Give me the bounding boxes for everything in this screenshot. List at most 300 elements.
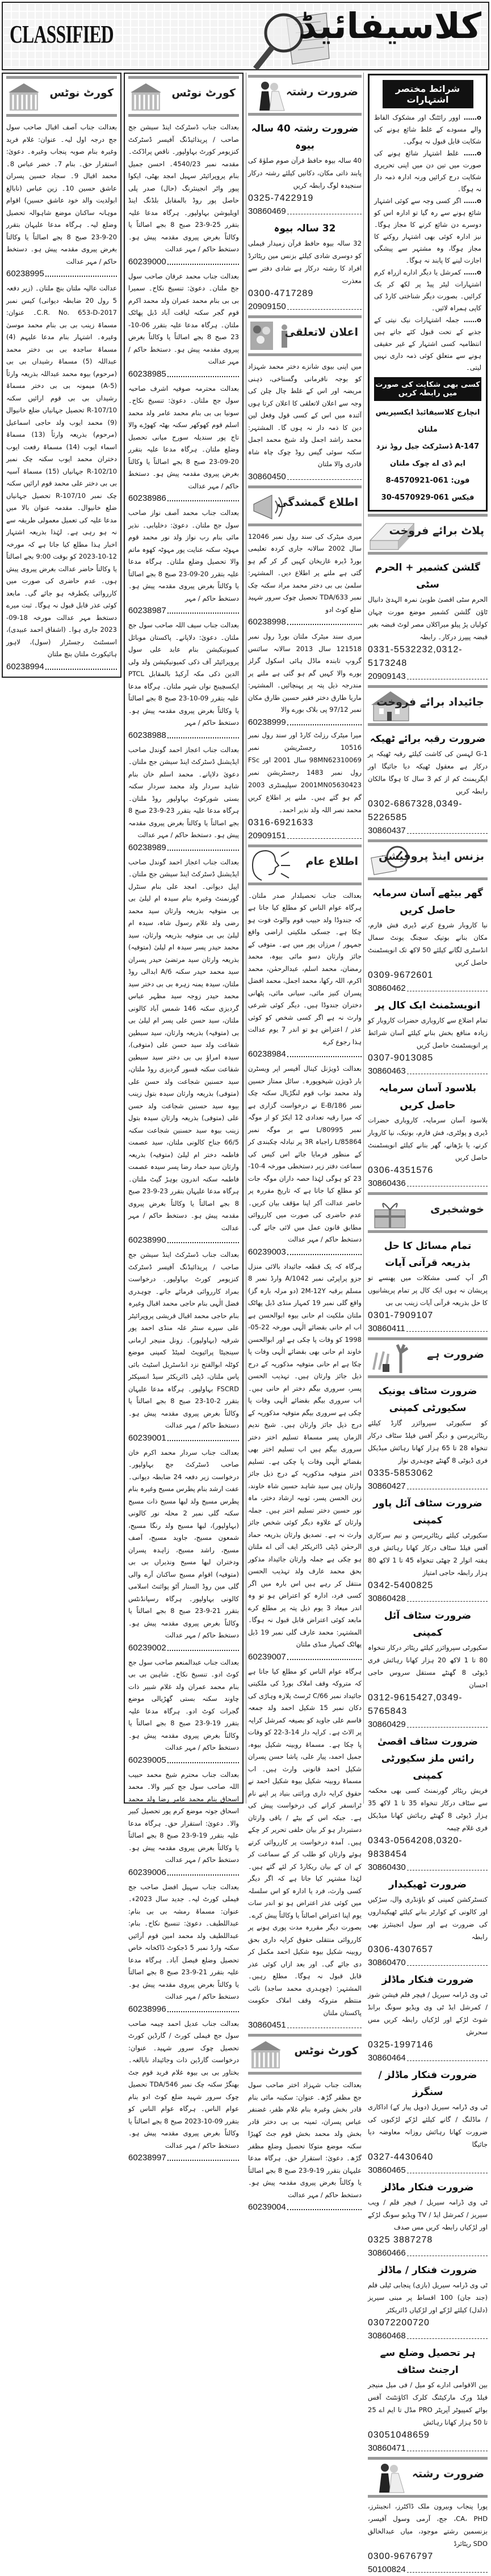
ad-id: 50100824 bbox=[368, 2565, 406, 2574]
dotted-leader bbox=[287, 2019, 362, 2028]
ad-title: ضرورت سٹاف آئل پاور کمپنی bbox=[373, 1498, 482, 1526]
classified-ad bbox=[368, 557, 488, 683]
dotted-leader bbox=[287, 830, 362, 839]
classified-ad bbox=[368, 2342, 488, 2455]
ad-title: بلاسود آسان سرمایہ حاصل کریں bbox=[379, 1083, 477, 1111]
section-header bbox=[368, 2457, 488, 2498]
ad-reference-number bbox=[368, 1718, 488, 1731]
contact-line: انچارج کلاسیفائیڈ ایکسپریس ملتان bbox=[375, 408, 480, 434]
classified-ad bbox=[368, 1605, 488, 1731]
terms-item: o…… کمرشل یا دیگر ادارے ازراہ کرم اشتہارات لیٹر پیڈ پر لکھ کر بک کرائیں۔ بصورت دیگر شناختی کارڈ کی کاپی ہمراہ لائیں۔ bbox=[374, 267, 481, 314]
section-header bbox=[6, 76, 117, 117]
dotted-leader bbox=[407, 670, 488, 679]
notice-item bbox=[128, 1445, 239, 1654]
ad-body: سکیورٹی سپروائزر کیلئے ریٹائر درکار تنخواہ 80 تا 1 لاکھ 20 ہزار کھانا رہائش فری ڈیوٹی 8 گھنٹے مستقل سروس حاجی احسان bbox=[368, 1644, 488, 1689]
classified-ad bbox=[368, 1874, 488, 1969]
ad-id: 30860411 bbox=[368, 1324, 405, 1333]
ad-id: 30860470 bbox=[368, 1958, 406, 1967]
ad-id: 30860468 bbox=[368, 2331, 406, 2341]
ad-id: 30860437 bbox=[368, 826, 406, 835]
ad-title: گلشن کشمیر + الحرم سٹی bbox=[375, 562, 481, 590]
notice-item bbox=[128, 119, 239, 268]
dotted-leader bbox=[407, 2442, 488, 2451]
section-title: ضرورت رشتہ bbox=[412, 2468, 484, 2480]
notice-item bbox=[248, 888, 362, 1061]
classified-ad bbox=[368, 1380, 488, 1493]
dotted-leader bbox=[407, 1957, 488, 1966]
ad-reference-number bbox=[368, 670, 488, 683]
banner-title-urdu: کلاسیفائیڈ bbox=[299, 5, 481, 47]
ad-phone[interactable]: 0302-6867328,0349-5226585 bbox=[368, 799, 463, 822]
ad-body: الحرم سٹی اقصیٰ طوبیٰ نمرہ الہدیٰ دانیال ٹاؤن گلشن کشمیر موضع مورت چہان کولیاں پڑ پیلو میراکلاں مصر لوٹ قبضہ بغیر قبضہ پیپرز درکار۔ رابطہ bbox=[368, 596, 488, 641]
gift-icon bbox=[369, 1196, 414, 1231]
ad-id: 30860464 bbox=[368, 2053, 406, 2063]
classified-ad bbox=[368, 882, 488, 995]
notice-item bbox=[248, 1663, 362, 2032]
dotted-leader bbox=[287, 471, 362, 480]
notice-body: بعدالت جناب سہیل افضل صاحب جج فیملی کورٹ لیہ۔ جدید سال 2023ء۔ عنوان: مسماۃ رمشہ بی بی بنام: عبداللطیف۔ دعویٰ: تنسیخ نکاح۔ بنام: عبداللطیف ولد محمد امین قوم آرائیں سکنہ وارڈ نمبر 5 ڈجکوٹ ڈاکخانہ خاص تحصیل وضلع فیصل آباد۔ ہرگاہ مدعا علیہ بتقرر 21-9-23 صبح 8 بجے اصالتاً یا وکالتاً بغرض پیروی مقدمہ پیش ہو۔ دستخط حاکم / مہر عدالت bbox=[128, 1882, 239, 2000]
ad-reference-number bbox=[248, 301, 362, 313]
notice-body: بعدالت جناب اعجاز احمد گوندل صاحب ایڈیشنل ڈسٹرکٹ اینڈ سیشن جج ملتان۔ اپیل دیوانی۔ امجد علی بنام سنٹرل گورنمنٹ وغیرہ بنام سیدہ ام لیلیٰ بی بی متوفیہ بذریعہ وارثان سید محمد رضی ولد غلام رسول شاہ، سیدہ ام لیلیٰ بی بی متوفیہ بذریعہ وارثان، سید محمد حیدر پسر سیدہ ام لیلیٰ (متوفیہ) بذریعہ وارثان سید مرتضیٰ حیدر پسران سید محمد حیدر سکنہ 6/A ابدالی روڈ ملتان، سیدہ یمنہ زہرہ بی بی دختر سید محمد حیدر زوجہ سید مظہر عباس گردیزی سکنہ 146 شمس آباد کالونی ملتان، سید حسن علی پسر ام لیلیٰ بی بی (متوفیہ) بذریعہ وارثان، سید سبطین شفاعت ولد سید حسن علی (متوفی)، سیدہ امراؤ بی بی دختر سید سبطین شفاعت سکنہ قسور گردیزی روڈ ملتان، سید حسنین شجاعت ولد حسن علی (متوفی) بذریعہ وارثان سیدہ بتول زینب بیوہ سید حسنین شجاعت ولد حسن علی (متوفی) بذریعہ وارثان سیدہ بتول زینب بیوہ سید حسنین شجاعت سکنہ 66/5 جناح کالونی ملتان، سید عصمت فاطمہ دختر ام لیلیٰ (متوفیہ) بذریعہ وارثان سید حماد رضا پسر سیدہ عصمت فاطمہ سکنہ اندرون بوہڑ گیٹ ملتان۔ ہرگاہ مدعا علیہان بتقرر 23-9-23 صبح 8 بجے اصالتاً یا وکالتاً بغرض پیروی مقدمہ پیش ہو۔ دستخط حاکم / مہر عدالت bbox=[128, 858, 240, 1232]
ad-body: نیا کاروبار شروع کرنے ڈیری فش فارم، مکان بنانے بوتیک سچنگ یونٹ سمال انڈسٹری لگانے کیلئے 50 لاکھ تک انویسٹمنٹ حاصل کریں bbox=[368, 921, 488, 966]
dotted-leader bbox=[287, 205, 362, 214]
ad-title: ضرورت رشتہ 40 سالہ بیوہ bbox=[251, 123, 359, 151]
classified-banner bbox=[2, 2, 489, 70]
dotted-leader bbox=[407, 2247, 488, 2256]
ad-reference-number bbox=[368, 2052, 488, 2064]
ad-reference-number bbox=[368, 825, 488, 837]
ad-reference-number bbox=[248, 1651, 362, 1663]
section-title: بزنس اینڈ پروفیشن bbox=[379, 850, 484, 863]
notices-column-3 bbox=[246, 73, 364, 2212]
ad-body: میرا میٹرک رزلٹ کارڈ اور سند رول نمبر 10516 رجسٹریشن نمبر 98MN62310069 سال 2001 اور FSc رول نمبر 1483 رجسٹریشن نمبر 2001MN05630423 سپلیمنٹری 2003 گم ہو گئے ہیں۔ ملنے پر اطلاع کریں محمد نصر اللہ ولد نذیر احمد۔ bbox=[248, 730, 362, 814]
section-header bbox=[368, 685, 488, 726]
notice-body: ہرگاہ عوام الناس کو مطلع کیا جاتا ہے کہ متروکہ وقف املاک بورڈ کی ملکیتی جائیداد نمبر 66/C ٹرسٹ پلازہ وہاڑی کی دکان نمبر 15 شکیل احمد ولد جمعہ قاسم علی جاوید کو بصیغہ کمرشل کرایہ پر الاٹ ہے۔ کرایہ دار 14-3-22 کو وفات پا چکا ہے۔ مسماۃ روبینہ شکیل بیوہ، جمیل احمد، پیار علی، پاشا حسن پسران شکیل احمد قانونی وارث ہیں۔ اب مسماۃ روبینہ شکیل بیوہ شکیل احمد نے حقوق کرایہ داری وراثتی بنیاد پر اپنے نام ٹرانسفر کرانے کی درخواست پیش کی ہے۔ جبکہ اس کے بیٹے / باقی وارثان دستبردار ہو کر بیان حلفی تحریر کر چکے ہیں۔ آمدہ درخواست پر کارروائی کرتے ہوئے وارثان کو طلب کر کے سماعت کر کے ان کے بیان ریکارڈ کر لئے گئے ہیں۔ لہٰذا مشتہر کیا جاتا ہے کہ اگر دیگر کسی وارث، فرد یا ادارہ کو اس سلسلہ میں کوئی عذر اعتراض ہو تو اندر سات یوم اپنا اعتراض اصالتاً یا وکالتاً پیش کرے۔ بصورت دیگر مقررہ مدت پوری ہونے پر کارروائی منتقلی حقوق کرایہ داری بحق روبینہ شکیل بیوہ شکیل احمد مکمل کر دی جائے گی۔ اور بعد ازاں کوئی عذر قابل قبول نہ ہوگا۔ مطلع رہیں۔ المشتہر: (چوہدری محمد ساجد) نائب منتظم متروکہ وقف املاک حکومت پاکستان ملتان bbox=[248, 1667, 362, 2017]
section-header bbox=[368, 1337, 488, 1378]
notice-body: بعدالت جناب شہزاد اختر صاحب سول جج مظفر گڑھ۔ عنوان: سکینہ مائی بنام قادر بخش وغیرہ بنام غلام ظفر، غضنفر عباس پسران، ثمینہ بی بی دختر قادر بخش ولد محمد بخش قوم جٹ کھیڑا سکنہ موضع متوکا تحصیل وضلع مظفر گڑھ۔ دعویٰ: استقرار حق۔ ہرگاہ مدعا علیہان بتقرر 19-9-23 صبح 8 بجے اصالتاً یا وکالتاً بغرض پیروی مقدمہ پیش ہو۔ دستخط حاکم / مہر عدالت bbox=[248, 2081, 362, 2199]
terms-heading: شرائط مختصر اشتہارات bbox=[383, 80, 473, 108]
ad-reference-number bbox=[368, 2564, 488, 2576]
ad-reference-number bbox=[248, 830, 362, 842]
dotted-leader bbox=[407, 2330, 488, 2339]
classified-ad bbox=[368, 1078, 488, 1190]
notice-item bbox=[128, 1654, 239, 1767]
ad-title: ضرورت رقبہ برائے ٹھیکہ bbox=[370, 733, 486, 745]
notice-body: بعدالت جناب سردار محمد اکرم خان صاحب ڈسٹرکٹ جج بہاولپور۔ درخواست زیر دفعہ 24 ضابطہ دیوانی۔ عفت ارشد بنام پطرس مسیح وغیرہ بنام پطرس مسیح ولد لبھا مسیح ذات مسیح سکنہ گلی نمبر 2 محلہ نور کالونی (بہاولپور)، لبھا مسیح ولد رنگا مسیح، شمعون مسیح، جاوید مسیح، آصف مسیح، راشد مسیح، زاہدہ پسران ودختران لبھا مسیح ونذیراں بی بی (متوفیہ) اقوام مسیح ساکنان آرے والی گلی مین روڈ الستار آٹو پوائنٹ اسلامی کالونی بہاولپور۔ ہرگاہ رسپانڈنٹس بتقرر 21-9-23 صبح 8 بجے اصالتاً یا وکالتاً بغرض پیروی مقدمہ پیش ہو۔ دستخط حاکم / مہر عدالت bbox=[128, 1448, 240, 1639]
notice-item bbox=[248, 628, 362, 729]
notice-item bbox=[6, 119, 117, 280]
dotted-leader bbox=[45, 268, 117, 277]
ad-reference-number bbox=[128, 1642, 239, 1654]
notice-body: بعدالت جناب محمد عرفان صاحب سول جج ملتان۔ دعویٰ: تنسیخ نکاح۔ سمیرا بی بی بنام محمد عمران ولد محمد اکرم قوم گجر سکنہ لیاقت آباد ڈبل پھاٹک ملتان۔ ہرگاہ مدعا علیہ بتقرر 06-10-23 صبح 8 بجے اصالتاً یا وکالتاً بغرض پیروی مقدمہ پیش ہو۔ دستخط حاکم / مہر عدالت bbox=[128, 272, 239, 365]
terms-item: o…… اگر کسی وجہ سے کوئی اشتہار شائع ہونے سے رہ گیا تو ادارہ اس کو دوسرے دن شائع کرنے کا مجاز ہوگا۔ نیز ادارہ کوئی بھی اشتہار روکنے کا مجاز ہوگا، وہ مشتہر سے پیشگی اجازت لینے کا پابند نہ ہوگا۔ bbox=[374, 195, 481, 267]
notice-body: بعدالت جناب ڈسٹرکٹ اینڈ سیشن جج صاحب / پریذائیڈنگ آفیسر ڈسٹرکٹ کنزیومر کورٹ بہاولپور۔ ناقص پراڈکٹ۔ مقدمہ نمبر 4540/23۔ احسن جمیل بنام پروپرائیٹر سہیل امجد بھٹی، ایکوا پیور واٹر انجینئرنگ (حال) صدر پلی حاصل پور روڈ بالمقابل بلڈنگ اینڈ اویلیوشن بہاولپور۔ ہرگاہ مدعا علیہ بتقرر 25-9-23 صبح 8 بجے اصالتاً یا وکالتاً بغرض پیروی مقدمہ پیش ہو۔ دستخط حاکم / مہر عدالت bbox=[128, 123, 239, 253]
dotted-leader bbox=[407, 1861, 488, 1870]
ad-body: ٹی وی ڈرامہ سیریل / فیچر فلم فیشن شوز / کمرشل ایڈ ٹی وی ویڈیو سونگ برانڈ شوٹ لڑکے اور لڑکیاں رابطہ کریں مس سحرش bbox=[368, 1991, 488, 2036]
section-title: ضرورت ہے bbox=[427, 1348, 484, 1361]
ad-reference-number bbox=[128, 605, 239, 617]
ad-reference-number bbox=[128, 1234, 239, 1247]
dotted-leader bbox=[407, 1480, 488, 1489]
notice-item bbox=[248, 1061, 362, 1259]
ad-title: تمام مسائل کا حل بذریعہ قرآنی آیات bbox=[384, 1240, 472, 1269]
ad-reference-number bbox=[128, 1754, 239, 1767]
dotted-leader bbox=[167, 729, 239, 738]
notice-body: بعدالت جناب محترم شیخ محمد حبیب اللہ صاحب سول جج کبیر والا۔ محمد اسحاق بنام محمد عامر رضا ولد محمد اسحاق جوتہ موضع کرم پور تحصیل کبیر والا۔ دعویٰ: استقرار حق۔ ہرگاہ مدعا علیہ بتقرر 19-9-23 صبح 8 بجے اصالتاً یا وکالتاً بغرض پیروی مقدمہ پیش ہو۔ دستخط حاکم / مہر عدالت bbox=[128, 1770, 239, 1864]
classified-ad bbox=[368, 995, 488, 1078]
classified-ad bbox=[368, 2500, 488, 2576]
ad-phone[interactable]: 0342-5400825 bbox=[368, 1581, 434, 1590]
court-notices-column-1 bbox=[2, 73, 121, 678]
section-header bbox=[368, 839, 488, 880]
ad-title: انویسٹمنٹ ایک کال پر bbox=[375, 1000, 481, 1011]
dotted-leader bbox=[407, 1065, 488, 1074]
courthouse-icon bbox=[249, 2038, 295, 2073]
notice-body: بعدالت جناب عبدالمنعم صاحب سول جج کوٹ ادو۔ تنسیخ نکاح۔ شاہین بی بی بنام محمد عمران ولد غلام شبیر ذات چاوند سکنہ بستی گھڑیالی موضع گجرات کوٹ ادو۔ ہرگاہ مدعا علیہ بتقرر 19-9-23 صبح 8 بجے اصالتاً یا وکالتاً بغرض پیروی مقدمہ پیش ہو۔ دستخط حاکم / مہر عدالت bbox=[128, 1658, 239, 1751]
contact-line: فون: 061-4570921-8 فیکس 061-4570929-30 bbox=[381, 476, 475, 502]
bride-groom-icon bbox=[369, 2461, 414, 2496]
dotted-leader bbox=[287, 301, 362, 310]
ad-body: بلاسود آسان سرمایہ، کاروباری حضرات ڈیری و پولٹری، فش فارم، بوتیک، نیا کاروبار کرنے، یا بڑھانے، گھر بنانے کیلئے انویسٹمنٹ حاصل کریں bbox=[368, 1116, 488, 1162]
ad-title: ہر تحصیل وضلع سے ارجنٹ سٹاف bbox=[380, 2347, 476, 2376]
notice-item bbox=[128, 617, 239, 742]
ad-body: بین الاقوامی ادارے کو میل / فی میل منیجر فیلڈ ورک مارکیٹنگ کلرک اکاؤنٹنٹ آفس بوائے کمپیوٹر آپریٹر PRO مڈل تا ایم اے 25 تا 50 ہزار کھانا رہائش bbox=[368, 2381, 488, 2426]
ad-phone[interactable]: 0327-4430640 bbox=[368, 2152, 434, 2162]
ad-reference-number bbox=[368, 1480, 488, 1493]
dotted-leader bbox=[167, 1642, 239, 1651]
ad-body: تمام اضلاع سے کاروباری حضرات کاروبار کو زیادہ منافع بخش بنانے کیلئے آسان شرائط پر انویسٹمنٹ حاصل کریں bbox=[368, 1016, 488, 1049]
ad-reference-number bbox=[248, 716, 362, 729]
court-notices-column-2 bbox=[124, 73, 244, 2163]
ad-id: 60239002 bbox=[128, 1642, 166, 1653]
dotted-leader bbox=[407, 1593, 488, 1602]
ad-body: فریش ریٹائر گورنمنٹ کسی بھی محکمہ سے سٹاف درکار تنخواہ 35 تا 1 لاکھ 35 ہزار ڈیوٹی 8 گھنٹے رہائش کھانا میڈیکل فری غلام چیمہ bbox=[368, 1787, 488, 1832]
notice-body: بعدالت جناب تحصیلدار صدر ملتان۔ ہرگاہ عوام الناس کو مطلع کیا جاتا ہے کہ جندوڈا ولد حبیب قوم والوٹ فوت ہو چکا ہے۔ جسکی ملکیتی اراضی واقع جمہور / مرزاں پور میں ہے۔ متوفی کے جائز وارثان دسو مائی بیوہ، محمد رمضان، محمد اسلم، عبدالرحمٰن، محمد اکرم، اللہ رکھا، محمد اجمل، محمد افضل پسران کنیز مائی، سیانی مائی، پٹھانی دختران جندوڈا ہیں۔ دیگر کوئی شرعی وارث نہ ہے اگر کسی شخص کو کوئی عذر / اعتراض ہو تو اندر 7 یوم عدالت ہذا رجوع کرے bbox=[248, 891, 362, 1046]
dotted-leader bbox=[406, 1323, 488, 1332]
ad-id: 60238987 bbox=[128, 606, 166, 615]
ad-id: 60239005 bbox=[128, 1755, 166, 1765]
classified-ad bbox=[368, 2177, 488, 2260]
ad-body: ٹی وی ڈرامہ سیریل (بازی) پنجابی ٹیلی فلم (جند جان) 100 اقساط پر مبنی سیریز (دلدل) کیلئے لڑکے اور لڑکیاں ڈائریکٹر bbox=[368, 2281, 488, 2314]
ad-phone[interactable]: 0335-5853062 bbox=[368, 1468, 434, 1478]
ad-id: 30860451 bbox=[248, 2020, 286, 2030]
ad-phone[interactable]: 0316-6921633 bbox=[248, 817, 314, 827]
dotted-leader bbox=[167, 256, 239, 265]
ad-id: 60238986 bbox=[128, 493, 166, 503]
section-header bbox=[248, 485, 362, 526]
dotted-leader bbox=[407, 982, 488, 991]
notice-body: بعدالت جناب آصف اقبال صاحب سول جج درجہ اول لیہ۔ عنوان: غلام فرید وغیرہ بنام صوبہ پنجاب وغیرہ۔ دعویٰ: استقرار حق۔ بنام 7۔ خضر عباس 8۔ محمد اقبال 9۔ سجاد حسین پسران عاشق حسین 10۔ زین عباس (نابالغ ابولدیت والد خود عاشق حسین) اقوام موہانہ ساکنان موضع شاہوالہ تحصیل وضلع لیہ۔ ہرگاہ مدعا علیہان بتقرر 20-9-23 صبح 8 بجے اصالتاً یا وکالتاً بغرض پیروی مقدمہ پیش ہو۔ دستخط حاکم / مہر عدالت bbox=[6, 123, 117, 265]
ad-title: ضرورت سٹاف اقصیٰ رائس ملز سکیورٹی کمپنی bbox=[377, 1736, 478, 1781]
ad-id: 60238988 bbox=[128, 730, 166, 740]
ad-id: 60238996 bbox=[128, 2004, 166, 2014]
ad-title: ضرورت فنکار ماڈلز / سنگرز bbox=[378, 2070, 477, 2098]
dotted-leader bbox=[287, 1651, 362, 1660]
dotted-leader bbox=[407, 2564, 488, 2573]
ad-phone[interactable]: 0309-9672601 bbox=[368, 970, 434, 980]
notice-item bbox=[248, 358, 362, 483]
ad-phone[interactable]: 0306-4351576 bbox=[368, 1165, 434, 1175]
ad-id: 30860450 bbox=[248, 471, 286, 482]
ad-id: 60239007 bbox=[248, 1652, 286, 1662]
ad-id: 60239004 bbox=[248, 2202, 286, 2212]
ad-phone[interactable]: 0325-1997146 bbox=[368, 2040, 434, 2050]
notice-body: بعدالت جناب ڈسٹرکٹ اینڈ سیشن جج صاحب / پریذائیڈنگ آفیسر ڈسٹرکٹ کنزیومر کورٹ بہاولپور۔ درخواست بمراد کارروائی فرمائے جانے۔ چوہدری فضل الٰہی بنام حاجی محمد اقبال وغیرہ بنام حاجی محمد اقبال قریشی پروپرائیٹر علی سپرے سنٹر غلہ منڈی احمد پور شرقیہ (بہاولپور)۔ زونل منیجر ارمانی سینجیٹا پرائیویٹ لمیٹڈ کمپنی موضع کوٹلہ ابوالفتح نزد انڈسٹریل اسٹیٹ بائی پاس ملتان، ڈپٹی ڈائریکٹر سیڈ انسپکٹر FSCRD بہاولپور۔ ہرگاہ مدعا علیہان بتقرر 2-10-23 صبح 8 بجے اصالتاً یا وکالتاً بغرض پیروی مقدمہ پیش ہو۔ دستخط حاکم / مہر عدالت bbox=[128, 1251, 239, 1429]
ad-phone[interactable]: 0312-9615427,0349-5765843 bbox=[368, 1693, 463, 1716]
ad-reference-number bbox=[368, 2442, 488, 2455]
classified-ad bbox=[368, 2260, 488, 2342]
section-title: جائیداد برائے فروخت bbox=[376, 696, 484, 708]
ad-id: 30860436 bbox=[368, 1179, 406, 1188]
ad-reference-number bbox=[128, 842, 239, 854]
ad-id: 30860471 bbox=[368, 2443, 406, 2453]
classified-ad bbox=[248, 118, 362, 218]
ad-title: 32 سالہ بیوہ bbox=[274, 223, 336, 234]
section-title: اعلان لاتعلقی bbox=[284, 326, 358, 339]
notice-body: بعدالت جناب محمد آصف نواز صاحب سول جج ملتان۔ دعویٰ: دخلیابی۔ نذیر مائی بنام رب نواز ولد نور محمد قوم مہوٹہ سکنہ عنایت پور مہوٹہ کھوہ ماتم والا تحصیل وضلع ملتان۔ ہرگاہ مدعا علیہ بتقرر 20-09-23 صبح 8 بجے اصالتاً یا وکالتاً بغرض پیروی مقدمہ پیش ہو۔ دستخط حاکم / مہر bbox=[128, 509, 239, 602]
dotted-leader bbox=[167, 1754, 239, 1763]
ad-phone[interactable]: 0307-9013085 bbox=[368, 1053, 434, 1063]
dotted-leader bbox=[287, 1246, 362, 1255]
section-header bbox=[248, 2034, 362, 2075]
notice-item bbox=[128, 1767, 239, 1879]
section-title: کورٹ نوٹس bbox=[294, 2045, 358, 2057]
dotted-leader bbox=[167, 1234, 239, 1243]
ad-body: کنسٹرکشن کمپنی کو باؤنڈری وال، سڑکیں اور کالونی کے کوارٹر بنانے کیلئے ٹھیکیداروں کی ضرورت ہے اور سول انجینئرز بھی رابطہ bbox=[368, 1895, 488, 1941]
notice-item bbox=[248, 529, 362, 629]
classified-ad bbox=[248, 729, 362, 842]
ad-reference-number bbox=[368, 1957, 488, 1969]
ad-title: ضرورت فنکار ماڈلز bbox=[381, 2182, 474, 2193]
notice-body: ہرگاہ کہ یک قطعہ جائیداد بالائی منزل جزو پراپرٹی نمبر 1042/A وارڈ نمبر 8 مسلم برقبہ 2M-12Y (دو مرلہ بارہ گز) واقع گلی نمبر 19 کمہار منڈی ڈبل پھاٹک ملتان ملکیت ام حانی بیوہ ابوالحسن ہے اب ام حانی بقضائے الٰہی مورخہ 22-05-1998 کو وفات پا چکی ہے اور ابوالحسن خاوند ام حانی بھی بقضائے الٰہی وفات پا چکا ہے ام حانی متوفیہ مذکوریہ کے درج ذیل جائز وارثان ہیں۔ تہذیب الحسن پسر، سروری بیگم دختر ام حانی ہیں۔ اب سروری بیگم بقضائے الٰہی وفات پا چکی ہے سروری بیگم متوفیہ مذکوریہ کے درج ذیل جائز وارثان ہیں۔ شیخ ندیم الزماں پسر مسماۃ تسلیم اختر دختر سروری بیگم ہیں اب تسلیم اختر بھی بقضائے الٰہی وفات پا چکی ہے۔ تسلیم اختر متوفیہ مذکوریہ کے درج ذیل جائز وارثان ہیں سید شاہد حسین شاہ خاوند، زین الحسن پسر، ثوبیہ ارشاد دختر، ماہ نور حسین دختر تسلیم اختر ہیں۔ جملہ وارثان کے علاوہ دیگر کوئی شخص جائز وارث نہ ہے۔ تصدیق وارثان بذریعہ حماد الرحمٰن ڈپٹی ڈائریکٹر ایف آئی اے ملتان ہو چکی ہے جملہ وارثان جائیداد مذکور بحق محمد عارف ولد تہذیب الحسن منتقل کر رہے ہیں اس بارہ میں اگر کسی فرد، ادارہ کو اعتراض ہو تو وہ اندر میعاد 3 یوم ذیل پتہ پر مطلع کرے مابعد کوئی اعتراض قابل قبول نہ ہوگا۔ المشتہر: محمد عارف گلی نمبر 19 ڈبل پھاٹک کمہار منڈی ملتان bbox=[248, 1262, 362, 1648]
courthouse-icon bbox=[129, 80, 175, 115]
complaint-contact-heading: کسی بھی شکایت کی صورت میں رابطہ کریں bbox=[374, 377, 481, 401]
classified-ad bbox=[368, 2064, 488, 2177]
ad-id: 60239003 bbox=[248, 1247, 286, 1257]
ad-reference-number bbox=[248, 205, 362, 218]
dotted-leader bbox=[167, 1432, 239, 1441]
dotted-leader bbox=[167, 368, 239, 377]
dotted-leader bbox=[407, 2164, 488, 2173]
section-title: کورٹ نوٹس bbox=[171, 87, 236, 99]
terms-item: o…… غلط اشتہار شائع ہونے کی صورت میں تین دن میں اپنی تحریری شکایت درج کرائیں ورنہ ادارہ ذمہ دار نہ ہوگا۔ bbox=[374, 147, 481, 195]
classified-ad bbox=[368, 1235, 488, 1335]
ad-id: 60239001 bbox=[128, 1433, 166, 1443]
ad-id: 30860427 bbox=[368, 1481, 406, 1491]
ad-reference-number bbox=[128, 1866, 239, 1879]
ad-reference-number bbox=[368, 1323, 488, 1335]
section-title: ضرورت رشتہ bbox=[286, 86, 358, 98]
ad-title: ضرورت فنکار ماڈلز bbox=[381, 1974, 474, 1986]
section-header bbox=[248, 75, 362, 116]
ad-id: 60238997 bbox=[128, 2153, 166, 2163]
ad-id: 60238984 bbox=[248, 1049, 286, 1059]
dotted-leader bbox=[407, 1718, 488, 1728]
speaking-head-icon bbox=[249, 848, 295, 884]
ad-reference-number bbox=[368, 2330, 488, 2342]
ad-id: 30860429 bbox=[368, 1720, 406, 1729]
dotted-leader bbox=[167, 492, 239, 501]
notice-item bbox=[128, 268, 239, 381]
classified-ad bbox=[368, 1493, 488, 1605]
ad-reference-number bbox=[248, 616, 362, 628]
ad-reference-number bbox=[368, 2247, 488, 2260]
notice-body: بعدالت جناب عدیل احمد چیمہ صاحب سول جج فیملی کورٹ / گارڈین کورٹ تحصیل چوک سرور شہید۔ عنوان: درخواست گارڈین ذات وجائیداد نابالغہ۔ بختاور بی بی بیوہ غلام فرید قوم جٹ بھنگڑ سکنہ چک نمبر 546/TDA تحصیل چوک سرور شہید ضلع کوٹ ادو بنام عوام الناس۔ ہرگاہ عوام الناس کو بتقرر 09-10-2023 صبح 8 بجے اصالتاً یا وکالتاً بغرض پیروی مقدمہ پیش ہو۔ دستخط حاکم / مہر عدالت bbox=[128, 2019, 239, 2150]
classified-ad bbox=[248, 218, 362, 313]
section-title: اطلاع عام bbox=[305, 855, 358, 868]
ad-reference-number bbox=[128, 368, 239, 381]
ad-body: ٹی وی ڈرامہ سیریل / فیچر فلم / ویب سیریز / کمرشل ایڈ / TV ویڈیو سونگ لڑکے اور لڑکیاں رابطہ کریں مس صدف bbox=[368, 2198, 488, 2231]
ad-id: 30860462 bbox=[368, 983, 406, 993]
notice-body: عدالت عالیہ ملتان بنچ ملتان۔ (زیر دفعہ 5 رول 20 ضابطہ دیوانی) کیس نمبر C.R. No. 653-D-2017۔ عنوان: مسماۃ زینب بی بی بنام محمد موسیٰ وغیرہ۔ اشتہار بنام مدعا علیہم (4) مسماۃ ساجدہ بی بی دختر محمد عبداللہ (5) مسماۃ رشیداں بی بی (مرحوم) بیوہ محمد عبداللہ بذریعہ وارثاً (5-A) میمونہ بی بی دختر مسماۃ رشیداں بی بی قوم ارائیں سکنہ 107/10-R تحصیل جہانیاں ضلع خانیوال (9) محمد ایوب ولد حاجی اسماعیل (مرحوم) بذریعہ وارثاً (13) مسماۃ اسماء ایوب (14) مسماۃ رفعت ایوب دختران محمد ایوب سکنہ چک نمبر 102/10-R جہانیاں (15) مسماۃ آسیہ بی بی دختر علی محمد قوم ارائیں سکنہ چک نمبر 107/10-R تحصیل جہانیاں ضلع خانیوال۔ مقدمہ عنوان بالا میں مدعا علیہ کی تعمیل معمولی طریقہ سے نہ ہو رہی ہے۔ لہٰذا بذریعہ اشتہار اخبار ہذا مطلع کیا جاتا ہے کہ مورخہ 12-10-2023 کو بوقت 9:00 بجے اصالتاً یا وکالتاً حاضر عدالت بغرض پیروی پیش ہوں۔ عدم حاضری کی صورت میں کارروائی یکطرفہ ہو جائے گی۔ مابعد کوئی عذر قابل قبول نہ ہوگا۔ ثبت میرے دستخط مہر عدالت مورخہ 18-09-2023 جاری ہوا۔ (اشفاق احمد عبیدی)، اسسٹنٹ رجسٹرار (سول)، لاہور ہائیکورٹ ملتان بنچ ملتان bbox=[6, 284, 117, 658]
classified-ad bbox=[368, 1969, 488, 2064]
ad-id: 30860466 bbox=[368, 2248, 406, 2258]
ad-reference-number bbox=[128, 256, 239, 268]
courthouse-icon bbox=[7, 80, 53, 115]
ad-reference-number bbox=[248, 2019, 362, 2032]
section-title: اطلاع گمشدگی bbox=[277, 496, 358, 509]
ad-title: ضرورت سٹاف آئل کمپنی bbox=[384, 1610, 472, 1638]
notice-body: بعدالت جناب سیف اللہ صاحب سول جج ملتان۔ دعویٰ: دلاپانے۔ پاکستان موبائل کمیونیکیشن بنام عابد علی سول پروپرائیٹر آف ذکی کمیونیکیشن ولد ولی الدین ذکی مکہ آرکیڈ بالمقابل PTCL ایکسچینج نواں شہر ملتان۔ ہرگاہ مدعا علیہ بتقرر 09-10-23 صبح 8 بجے اصالتاً یا وکالتاً بغرض پیروی مقدمہ پیش ہو۔ دستخط حاکم / مہر bbox=[128, 621, 239, 727]
dotted-leader bbox=[407, 825, 488, 834]
dotted-leader bbox=[287, 716, 362, 725]
ad-reference-number bbox=[6, 661, 117, 673]
ad-id: 60238998 bbox=[248, 617, 286, 627]
ad-id: 60238985 bbox=[128, 369, 166, 379]
notice-item bbox=[128, 505, 239, 617]
section-header bbox=[128, 76, 239, 117]
ad-body: سکیورٹی کیلئے ریٹائرپرسن و نیم سرکاری آفس فیلڈ سٹاف درکار کھانا رہائش فری ہفتہ اتوار 2 چھٹی تنخواہ 45 تا 1 لاکھ 80 ہزار رابطہ حاجی امتیاز bbox=[368, 1531, 488, 1577]
notice-item bbox=[128, 1879, 239, 2016]
section-header bbox=[248, 315, 362, 356]
ad-terms-box bbox=[368, 74, 488, 512]
ad-title: ضرورت ٹھیکیدار bbox=[388, 1879, 467, 1890]
ad-reference-number bbox=[128, 1432, 239, 1445]
notice-body: بعدالت جناب اعجاز احمد گوندل صاحب ایڈیشنل ڈسٹرکٹ اینڈ سیشن جج ملتان۔ دعویٰ دلاپانے۔ محمد اسلم خان بنام شاہد سردار ولد محمد سردار سکنہ بستی شورکوٹ بہاولپور روڈ ملتان۔ ہرگاہ مدعا علیہ بتقرر 23-9-23 صبح 8 بجے اصالتاً یا وکالتاً بغرض پیروی مقدمہ پیش ہو۔ دستخط حاکم / مہر عدالت bbox=[128, 745, 240, 839]
dotted-leader bbox=[407, 1177, 488, 1186]
section-header bbox=[368, 514, 488, 555]
ad-reference-number bbox=[368, 2164, 488, 2177]
ad-phone[interactable]: 0343-0564208,0320-9838454 bbox=[368, 1836, 463, 1859]
notice-item bbox=[128, 742, 239, 854]
dotted-leader bbox=[167, 842, 239, 851]
dotted-leader bbox=[287, 2201, 362, 2210]
dotted-leader bbox=[45, 661, 117, 670]
ad-id: 60238994 bbox=[6, 661, 44, 672]
ad-body: G-1 لہسن کی کاشت کیلئے رقبہ ٹھیکہ پر درکار ہے معقول ٹھیکہ دیا جائیگا اور ایگریمنٹ کم از کم 3 سال کا ہوگا مالکان رابطہ کریں bbox=[368, 750, 488, 795]
ad-reference-number bbox=[248, 1246, 362, 1259]
ad-id: 60238990 bbox=[128, 1235, 166, 1245]
notice-body: بعدالت محترمہ صوفیہ اشرف صاحبہ سول جج ملتان۔ دعویٰ: تنسیخ نکاح۔ سونیا بی بی بنام محمد عامر ولد محمد اسلم قوم کھوکھر سکنہ بھٹہ کھوڑے والا تاج پور سندیلہ سورج میانی تحصیل وضلع ملتان۔ ہرگاہ مدعا علیہ بتقرر 20-09-23 صبح 8 بجے اصالتاً یا وکالتاً بغرض پیروی مقدمہ پیش ہو۔ دستخط حاکم / مہر عدالت bbox=[128, 384, 239, 490]
terms-item: o…… اوور رائٹنگ اور مشکوک الفاظ والے مسودے کے غلط شائع ہونے کی شکایت قابل قبول نہ ہوگی۔ bbox=[374, 112, 481, 147]
dotted-leader bbox=[287, 616, 362, 625]
banner-title-english: CLASSIFIED bbox=[10, 20, 114, 48]
ad-reference-number bbox=[368, 1861, 488, 1874]
ad-id: 30860430 bbox=[368, 1863, 406, 1872]
ad-id: 60239006 bbox=[128, 1867, 166, 1877]
ad-reference-number bbox=[368, 982, 488, 995]
notice-body: میری سند میٹرک ملتان بورڈ رول نمبر 121518 سال 2013 سالانہ سائنس گروپ تابندہ ماڈل ہائی اسکول گرلز بورے والا کہیں گم ہو گئی ہے ملنے پر مندرجہ ذیل پتہ پر پہنچائیں۔ المشتہر: ماریا طارق دختر فقیر حسین طارق مکان نمبر 97/12 پی بلاک بورے والا bbox=[248, 632, 362, 713]
ad-phone[interactable]: 0300-9676797 bbox=[368, 2552, 434, 2561]
section-title: پلاٹ برائے فروخت bbox=[389, 525, 484, 537]
section-header bbox=[368, 1192, 488, 1233]
ad-phone[interactable]: 03072200720 bbox=[368, 2318, 430, 2328]
ad-body: کو سکیورٹی سپروائزر گارڈ کیلئے ریٹائرپرسن و دیگر آفس فیلڈ سٹاف درکار تنخواہ 28 تا 65 ہزار کھانا رہائش میڈیکل فری ڈیوٹی 8 گھنٹے چوہدری نواز bbox=[368, 1419, 488, 1464]
terms-item: o…… جملہ اشتہارات نیک نیتی کے جذبے کے تحت قبول کئے جاتے ہیں انتظامیہ کسی اشتہار کے غیر حقیقی ہونے سے متعلق کوئی ذمہ داری نہیں لیتی۔ bbox=[374, 314, 481, 374]
ad-phone[interactable]: 0301-7909107 bbox=[368, 1311, 434, 1320]
ad-body: ٹی وی ڈرامہ سیریل (دوپل پیار کے) اداکاری / ماڈلنگ / گانے کیلئے لڑکے لڑکیوں کی ضرورت کھانا رہائش روزانہ معاوضہ دیا جائیگا bbox=[368, 2103, 488, 2148]
ad-reference-number bbox=[368, 1593, 488, 1605]
ad-reference-number bbox=[6, 268, 117, 280]
dotted-leader bbox=[167, 2152, 239, 2161]
ad-body: 40 سالہ بیوہ حافظ قرآن صوم صلوٰۃ کی پابند ذاتی مکان، دکانیں کیلئے رشتہ درکار سنجیدہ لوگ رابطہ کریں bbox=[248, 157, 362, 189]
ad-id: 30860465 bbox=[368, 2165, 406, 2175]
ad-reference-number bbox=[248, 1048, 362, 1061]
notice-body: میری میٹرک کی سند رول نمبر 12046 سال 2002 سالانہ جاری کردہ تعلیمی بورڈ ڈیرہ غازیخان کہیں گر کر گم ہو گئی ہے ملنے پر اطلاع دیں۔ المشتہر: سلمیٰ بی بی دختر محمد مراد سکنہ چک نمبر 633/TDA تحصیل چوک سرور شہید ضلع کوٹ ادو bbox=[248, 532, 362, 614]
ad-phone[interactable]: 0300-4717289 bbox=[248, 289, 314, 298]
contact-line: 147-A ڈسٹرکٹ جیل روڈ نزد ایم ڈی اے چوک ملتان bbox=[376, 442, 480, 468]
ad-reference-number bbox=[128, 2152, 239, 2164]
ad-id: 60238999 bbox=[248, 717, 286, 727]
ad-reference-number bbox=[248, 2201, 362, 2214]
dotted-leader bbox=[167, 2003, 239, 2012]
ad-id: 60238989 bbox=[128, 842, 166, 852]
dotted-leader bbox=[287, 1048, 362, 1057]
ad-phone[interactable]: 0325 3887278 bbox=[368, 2235, 433, 2245]
ad-body: اگر آپ کسی مشکلات میں پھنسے تو پریشان نہ ہوں ایک کال پر تمام پریشانیوں کا حل بذریعہ قرآنی آیات زینب بی بی bbox=[368, 1274, 488, 1307]
notice-item bbox=[128, 1247, 239, 1445]
ad-phone[interactable]: 03051048659 bbox=[368, 2430, 430, 2440]
notice-body: میں اپنی بیوی شانزے دختر محمد شہزاد کو بوجہ نافرمانی وگستاخی، ذہنی مریضہ اور اس کے غلط چال چلن کی وجہ سے اعلان لاتعلقی کا اعلان کرتا ہوں آئندہ میں اس کے کسی قول وفعل لین دین کا ذمہ دار نہ ہوں گا۔ المشتہر: محمد راشد اجمل ولد شیخ محمد اجمل سکنہ سوئی گیس روڈ چوک چاہ شاہ قادری والا ملتان bbox=[248, 362, 362, 468]
ad-id: 20909150 bbox=[248, 302, 286, 311]
section-title: کورٹ نوٹس bbox=[49, 87, 114, 99]
section-header bbox=[248, 844, 362, 885]
ad-reference-number bbox=[128, 729, 239, 742]
notice-item bbox=[128, 2016, 239, 2165]
ad-reference-number bbox=[248, 471, 362, 483]
dotted-leader bbox=[167, 1866, 239, 1876]
ad-id: 60238995 bbox=[6, 269, 44, 278]
notice-item bbox=[248, 1259, 362, 1663]
ad-reference-number bbox=[368, 1177, 488, 1190]
ad-title: ضرورت فنکار / ماڈلز bbox=[378, 2265, 477, 2276]
notice-item bbox=[6, 280, 117, 673]
ad-body: 32 سالہ بیوہ حافظ قرآن زمیدار فیملی کو دوسری شادی کیلئے بزنس مین ریٹائرڈ افراد کا رشتہ درکار ہے شادی دفتر سے معذرت bbox=[248, 239, 362, 285]
ad-reference-number bbox=[128, 2003, 239, 2016]
notice-item bbox=[248, 2077, 362, 2214]
ad-phone[interactable]: 0331-5532232,0312-5173248 bbox=[368, 645, 463, 668]
ad-id: 60239000 bbox=[128, 256, 166, 267]
ad-reference-number bbox=[368, 1065, 488, 1078]
notice-body: بعدالت ڈویژنل کینال آفیسر اپر ویسٹرن بار ڈویژن شیخوپورہ۔ سائل ممتاز حسین ولد محمد نواب قوم لنگڑیال سکنہ چک نمبر 186/E-B نے درخواست گزاری ہے کہ میرا رقبہ تعدادی 12 ایکڑ کو از موگہ نمبر 80995/L سے بر موگہ نمبر 85864/L راجباہ 3R پر تبادلہ چکبندی کر کے منظور فرمایا جائے اس کیس کی سماعت دفتر زیر دستخطی مورخہ 4-10-23 کو ہوگی لہٰذا حصہ داران موگہ جات کو مطلع کیا جاتا ہے کہ تاریخ مقررہ پر حاضر عدالت آکر اپنا مؤقف بیان کریں۔ عدم حاضری کی صورت میں کارروائی مطابق قانون عمل میں لائی جائے گی۔ دستخط حاکم / مہر عدالت bbox=[248, 1065, 362, 1243]
ad-id: 30860463 bbox=[368, 1066, 406, 1076]
notice-item bbox=[128, 854, 239, 1247]
ad-body: پورا پنجاب وبیرون ملک ڈاکٹرز، انجینئرز، CA، PHD، جج، آرمی وسول آفیسر، بزنسمین رشتے موجود، میاں عبدالخالق SDO ریٹائرڈ bbox=[368, 2502, 488, 2548]
ad-phone[interactable]: 0325-7422919 bbox=[248, 193, 314, 203]
dotted-leader bbox=[407, 2052, 488, 2061]
classified-ad bbox=[368, 1731, 488, 1874]
classified-ads-column-4 bbox=[366, 73, 489, 2576]
ad-title: ضرورت سٹاف یونیک سکیورٹی کمپنی bbox=[378, 1386, 477, 1414]
ad-id: 20909151 bbox=[248, 830, 286, 841]
classified-ad bbox=[368, 728, 488, 837]
ad-id: 30860469 bbox=[248, 206, 286, 216]
dotted-leader bbox=[167, 605, 239, 614]
ad-reference-number bbox=[128, 492, 239, 505]
ad-phone[interactable]: 0306-4307657 bbox=[368, 1945, 434, 1954]
ad-id: 30860428 bbox=[368, 1594, 406, 1603]
notice-item bbox=[128, 381, 239, 505]
